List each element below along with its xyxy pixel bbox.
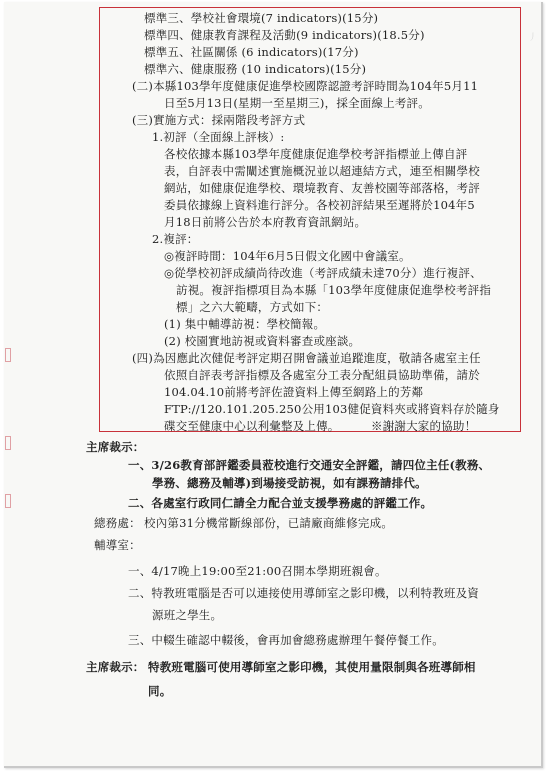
instruction-item: 一、3/26教育部評鑑委員蒞校進行交通安全評鑑，請四位主任(教務、 <box>128 458 491 472</box>
scanned-page <box>4 2 543 768</box>
margin-stamp <box>5 348 11 362</box>
margin-stamp <box>5 494 11 508</box>
evaluation-time-line: 日至5月13日(星期一至星期三)，採全面線上考評。 <box>164 96 430 110</box>
preparation-notice: 依照自評表考評指標及各處室分工表分配組員協助準備，請於 <box>164 368 480 382</box>
thanks-note: ※謝謝大家的協助！ <box>371 419 477 433</box>
initial-review-text: 月18日前將公告於本府教育資訊網站。 <box>164 215 367 229</box>
initial-review-text: 委員依據線上資料進行評分。各校初評結果至遲將於104年5 <box>164 198 475 212</box>
standard-6-line: 標準六、健康服務 (10 indicators)(15分) <box>144 62 367 76</box>
initial-review-heading: 1.初評（全面線上評核）: <box>152 130 285 144</box>
counseling-item: 二、特教班電腦是否可以連接使用導師室之影印機，以利特教班及資 <box>128 586 479 600</box>
evaluation-time-line: (二)本縣103學年度健康促進學校國際認證考評時間為104年5月11 <box>132 79 479 93</box>
margin-stamp <box>5 436 11 450</box>
instruction-item: 同。 <box>148 684 172 698</box>
re-review-text: ◎從學校初評成績尚待改進（考評成績未達70分）進行複評、 <box>164 266 482 280</box>
re-review-method: (2) 校園實地訪視或資料審查或座談。 <box>164 334 361 348</box>
re-review-method: (1) 集中輔導訪視：學校簡報。 <box>164 317 326 331</box>
ftp-notice: 碟交至健康中心以利彙整及上傳。 <box>164 419 340 433</box>
chairman-instructions-heading: 主席裁示： <box>86 660 145 674</box>
re-review-text: 訪視。複評指標項目為本縣「103學年度健康促進學校考評指 <box>176 283 492 297</box>
initial-review-text: 各校依據本縣103學年度健康促進學校考評指標並上傳自評 <box>164 147 468 161</box>
counseling-label: 輔導室： <box>94 538 141 552</box>
general-affairs-text: 校內第31分機常斷線部份，已請廠商維修完成。 <box>144 516 394 530</box>
instruction-item: 特教班電腦可使用導師室之影印機，其使用量限制與各班導師相 <box>148 660 476 674</box>
preparation-notice: 104.04.10前將考評佐證資料上傳至網路上的芳鄰 <box>164 385 424 399</box>
ftp-notice: FTP://120.101.205.250公用103健促資料夾或將資料存於隨身 <box>164 402 500 416</box>
counseling-item: 源班之學生。 <box>152 608 223 622</box>
standard-5-line: 標準五、社區關係 (6 indicators)(17分) <box>144 45 359 59</box>
instruction-item: 二、各處室行政同仁請全力配合並支援學務處的評鑑工作。 <box>128 496 433 510</box>
scan-edge-mark: 丿 <box>528 33 538 43</box>
standard-4-line: 標準四、健康教育課程及活動(9 indicators)(18.5分) <box>144 28 425 42</box>
general-affairs-label: 總務處： <box>94 516 141 530</box>
standard-3-line: 標準三、學校社會環境(7 indicators)(15分) <box>144 11 379 25</box>
initial-review-text: 表，自評表中需闡述實施概況並以超連結方式，連至相關學校 <box>164 164 480 178</box>
implementation-heading: (三)實施方式：採兩階段考評方式 <box>132 113 306 127</box>
instruction-item: 學務、總務及輔導)到場接受訪視，如有課務請排代。 <box>152 476 427 490</box>
preparation-notice: (四)為因應此次健促考評定期召開會議並追蹤進度，敬請各處室主任 <box>132 351 481 365</box>
re-review-heading: 2.複評： <box>152 232 199 246</box>
chairman-instructions-heading: 主席裁示： <box>86 440 145 454</box>
initial-review-text: 網站，如健康促進學校、環境教育、友善校園等部落格，考評 <box>164 181 480 195</box>
re-review-time: ◎複評時間：104年6月5日假文化國中會議室。 <box>164 249 411 263</box>
re-review-text: 標」之六大範疇，方式如下： <box>176 300 329 314</box>
counseling-item: 三、中輟生確認中輟後，會再加會總務處辦理午餐停餐工作。 <box>128 633 444 647</box>
counseling-item: 一、4/17晚上19:00至21:00召開本學期班親會。 <box>128 564 387 578</box>
